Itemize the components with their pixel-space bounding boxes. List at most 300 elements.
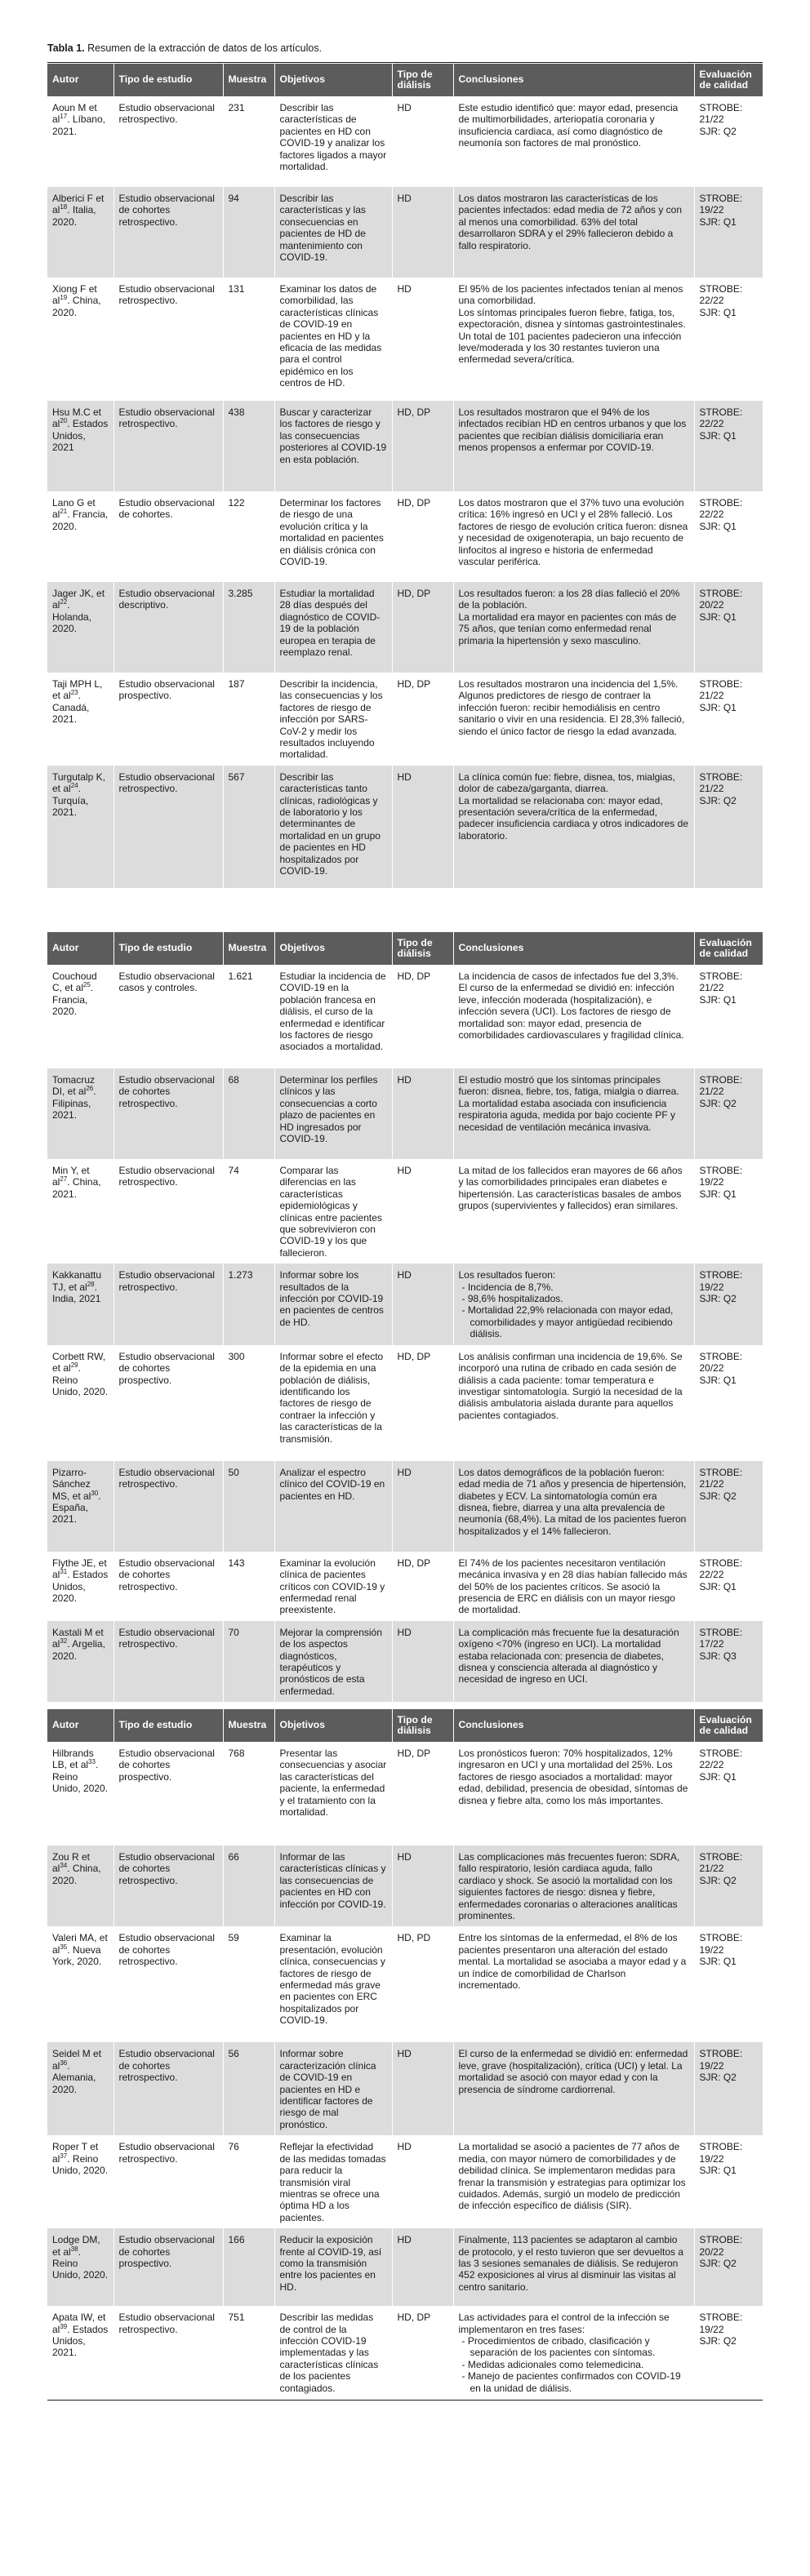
author-ref: 39 [60, 2322, 68, 2330]
cell-author [47, 1461, 113, 1552]
cell-objectives: Estudiar la mortalidad 28 días después del diagnóstico de COVID-19 de la población europea en terapia de reemplazo renal. [274, 582, 392, 673]
cell-author [47, 1926, 113, 2042]
cell-conclusions [453, 1926, 694, 2042]
author-name: Pizarro-Sánchez MS, et al [52, 1466, 91, 1502]
cell-conclusions [453, 1159, 694, 1264]
header-conclusions: Conclusiones [453, 64, 694, 96]
cell-conclusions [453, 278, 694, 401]
table-header [47, 64, 763, 96]
author-ref: 30 [91, 1489, 99, 1497]
cell-study-type: Estudio observacional de cohortes retrospectivo. [113, 1926, 223, 2042]
author-ref: 25 [83, 981, 91, 989]
author-place: . Estados Unidos, 2021 [52, 418, 109, 454]
cell-objectives: Informar sobre caracterización clínica de COVID-19 en pacientes en HD e identificar factores de riesgo de mal pronóstico. [274, 2042, 392, 2135]
author-name: Xiong F et al [52, 283, 97, 307]
cell-conclusions [453, 1552, 694, 1621]
author-ref: 26 [86, 1085, 94, 1093]
cell-dialysis-type: HD [392, 96, 453, 187]
cell-study-type: Estudio observacional de cohortes retrospectivo. [113, 2042, 223, 2135]
conclusion-text: La mitad de los fallecidos eran mayores de 66 años y las comorbilidades principales eran diabetes e hipertensión. Las características basales de ambos grupos (supervivientes y fallecidos) eran similares. [458, 1165, 683, 1212]
author-place: . Reino Unido, 2020. [52, 1759, 109, 1795]
quality-score: STROBE: 21/22 [699, 771, 743, 795]
table-row [47, 1926, 763, 2042]
cell-study-type: Estudio observacional retrospectivo. [113, 2306, 223, 2399]
conclusion-list [459, 2335, 689, 2394]
table-header [47, 932, 763, 965]
author-place: . Reino Unido, 2020. [52, 1362, 109, 1397]
cell-sample: 567 [223, 766, 274, 888]
quality-score: SJR: Q2 [699, 2334, 737, 2347]
cell-conclusions [453, 1345, 694, 1461]
table-row [47, 766, 763, 888]
header-sample: Muestra [223, 64, 274, 96]
cell-study-type: Estudio observacional retrospectivo. [113, 1461, 223, 1552]
cell-sample: 131 [223, 278, 274, 401]
cell-author [47, 1159, 113, 1264]
quality-score: STROBE: 19/22 [699, 1932, 743, 1956]
quality-score: STROBE: 19/22 [699, 2312, 743, 2335]
cell-study-type: Estudio observacional de cohortes retrospectivo. [113, 1845, 223, 1926]
cell-dialysis-type: HD [392, 2042, 453, 2135]
study-table [47, 932, 763, 1702]
header-author: Autor [47, 1709, 113, 1742]
cell-study-type: Estudio observacional de cohortes prospectivo. [113, 1742, 223, 1845]
quality-score: SJR: Q1 [699, 215, 737, 228]
quality-score: SJR: Q2 [699, 125, 737, 137]
cell-objectives: Examinar la evolución clínica de pacientes críticos con COVID-19 y enfermedad renal preexistente. [274, 1552, 392, 1621]
cell-sample: 68 [223, 1068, 274, 1159]
cell-dialysis-type: HD [392, 1159, 453, 1264]
cell-study-type: Estudio observacional de cohortes retrospectivo. [113, 1552, 223, 1621]
cell-quality [694, 2228, 763, 2306]
conclusion-text: Finalmente, 113 pacientes se adaptaron al cambio de protocolo, y el resto tuvieron que ser devueltos a las 3 sesiones semanales de diálisis. Se redujeron 452 exposiciones al virus al disminuir las visitas al centro sanitario. [458, 2234, 683, 2293]
cell-objectives: Estudiar la incidencia de COVID-19 en la población francesa en diálisis, el curso de la enfermedad e identificar los factores de riesgo asociados a mortalidad. [274, 965, 392, 1068]
cell-objectives: Informar sobre el efecto de la epidemia en una población de diálisis, identificando los factores de riesgo de contraer la infección y las características de la transmisión. [274, 1345, 392, 1461]
author-place: . Reino Unido, 2020. [52, 2245, 109, 2281]
conclusion-list-item: - Mortalidad 22,9% relacionada con mayor edad, comorbilidades y mayor antigüedad recibiendo diálisis. [470, 1304, 689, 1339]
quality-score: STROBE: 22/22 [699, 283, 743, 307]
quality-score: SJR: Q2 [699, 1097, 737, 1109]
cell-conclusions [453, 1264, 694, 1344]
author-place: . Alemania, 2020. [52, 2059, 96, 2095]
author-ref: 28 [87, 1280, 95, 1288]
author-place: . España, 2021. [52, 1490, 101, 1526]
cell-objectives: Describir las características de pacientes en HD con COVID-19 y analizar los factores ligados a mayor mortalidad. [274, 96, 392, 187]
quality-score: SJR: Q1 [699, 993, 737, 1006]
cell-quality [694, 187, 763, 278]
caption-text: Resumen de la extracción de datos de los artículos. [84, 42, 323, 54]
quality-score: STROBE: 20/22 [699, 588, 743, 611]
cell-author [47, 965, 113, 1068]
quality-score: STROBE: 19/22 [699, 193, 743, 216]
cell-objectives: Comparar las diferencias en las características epidemiológicas y clínicas entre pacientes que sobrevivieron con COVID-19 y los que fallecieron. [274, 1159, 392, 1264]
cell-dialysis-type: HD [392, 2135, 453, 2228]
author-name: Seidel M et al [52, 2048, 102, 2072]
author-ref: 21 [60, 508, 68, 516]
author-name: Taji MPH L, et al [52, 678, 103, 702]
cell-sample: 231 [223, 96, 274, 187]
cell-quality [694, 1742, 763, 1845]
cell-sample: 751 [223, 2306, 274, 2399]
author-name: Valeri MA, et al [52, 1932, 108, 1956]
author-name: Kakkanattu TJ, et al [52, 1269, 102, 1293]
cell-quality [694, 1845, 763, 1926]
cell-conclusions [453, 1845, 694, 1926]
cell-objectives: Describir las características y las consecuencias en pacientes de HD de mantenimiento con COVID-19. [274, 187, 392, 278]
quality-score: STROBE: 20/22 [699, 2234, 743, 2258]
author-name: Flythe JE, et al [52, 1557, 107, 1581]
author-place: . Líbano, 2021. [52, 113, 105, 137]
conclusion-list-item: - Medidas adicionales como telemedicina. [470, 2359, 689, 2370]
header-dialysis-type: Tipo de diálisis [392, 64, 453, 96]
conclusion-text: El 74% de los pacientes necesitaron ventilación mecánica invasiva y en 28 días habían fallecido más del 50% de los pacientes críticos. Se asoció la presencia de ERC en diálisis con un mayor riesgo de mortalidad. [458, 1557, 688, 1616]
cell-conclusions [453, 2306, 694, 2399]
table-part-3 [47, 1709, 763, 2399]
conclusion-text: Las actividades para el control de la infección se implementaron en tres fases: [458, 2312, 670, 2335]
author-name: Lodge DM, et al [52, 2234, 100, 2258]
conclusion-text: Los datos demográficos de la población fueron: edad media de 71 años y presencia de hipertensión, diabetes y ECV. La sintomatología común era disnea, fiebre, diarrea y una alta prevalencia de neumonía (68,4%). La mitad de los pacientes fueron hospitalizados y el 14% fallecieron. [458, 1466, 687, 1537]
table-row [47, 2135, 763, 2228]
author-name: Kastali M et al [52, 1626, 104, 1650]
cell-quality [694, 1159, 763, 1264]
cell-dialysis-type: HD [392, 187, 453, 278]
cell-quality [694, 582, 763, 673]
cell-study-type: Estudio observacional de cohortes retrospectivo. [113, 187, 223, 278]
conclusion-text: El estudio mostró que los síntomas principales fueron: disnea, fiebre, tos, fatiga, mialgia o diarrea. La mortalidad estaba asociada con insuficiencia respiratoria aguda, medida por bajo cociente PF y necesidad de ventilación mecánica invasiva. [458, 1074, 679, 1133]
cell-author [47, 491, 113, 582]
author-ref: 31 [60, 1568, 68, 1576]
author-place: . Canadá, 2021. [52, 690, 90, 726]
header-row [47, 932, 763, 965]
cell-quality [694, 491, 763, 582]
cell-quality [694, 1461, 763, 1552]
cell-objectives: Describir las medidas de control de la infección COVID-19 implementadas y las características clínicas de los pacientes contagiados. [274, 2306, 392, 2399]
cell-conclusions [453, 1461, 694, 1552]
header-objectives: Objetivos [274, 1709, 392, 1742]
table-row [47, 96, 763, 187]
header-objectives: Objetivos [274, 932, 392, 965]
cell-author [47, 1845, 113, 1926]
cell-study-type: Estudio observacional descriptivo. [113, 582, 223, 673]
cell-study-type: Estudio observacional retrospectivo. [113, 401, 223, 491]
cell-objectives: Describir las características tanto clínicas, radiológicas y de laboratorio y los determinantes de mortalidad en un grupo de pacientes en HD hospitalizados por COVID-19. [274, 766, 392, 888]
cell-conclusions [453, 2228, 694, 2306]
cell-sample: 166 [223, 2228, 274, 2306]
conclusion-text: La incidencia de casos de infectados fue del 3,3%. El curso de la enfermedad se dividió en: infección leve, infección moderada (hospitalización), e infección severa (UCI). Los factores de riesgo de mortalidad son: mayor edad, presencia de comorbilidades cardiovasculares y fragilidad clínica. [458, 970, 684, 1042]
cell-sample: 74 [223, 1159, 274, 1264]
cell-sample: 94 [223, 187, 274, 278]
header-dialysis-type: Tipo de diálisis [392, 932, 453, 965]
cell-quality [694, 766, 763, 888]
conclusion-text: La mortalidad se asoció a pacientes de 77 años de media, con mayor número de comorbilidades y de debilidad clínica. Se implementaron medidas para frenar la transmisión y estrategias para optimizar los cuidados. Además, surgió un modelo de predicción de infección específico de diálisis (SIR). [458, 2141, 686, 2212]
conclusion-list-item: - Incidencia de 8,7%. [470, 1281, 689, 1293]
author-name: Hsu M.C et al [52, 406, 102, 430]
table-row [47, 965, 763, 1068]
cell-quality [694, 401, 763, 491]
cell-sample: 1.621 [223, 965, 274, 1068]
cell-sample: 50 [223, 1461, 274, 1552]
conclusion-text: Los síntomas principales fueron fiebre, fatiga, tos, expectoración, disnea y síntomas gastrointestinales. Un total de 101 pacientes padecieron una infección leve/moderada y los 30 restantes tuvieron una enfermedad severa/crítica. [458, 306, 686, 366]
table-header [47, 1709, 763, 1742]
header-quality: Evaluación de calidad [694, 932, 763, 965]
cell-study-type: Estudio observacional retrospectivo. [113, 278, 223, 401]
table-row [47, 1742, 763, 1845]
caption-rule [47, 62, 763, 63]
cell-quality [694, 1621, 763, 1702]
cell-dialysis-type: HD [392, 1461, 453, 1552]
header-author: Autor [47, 64, 113, 96]
cell-dialysis-type: HD, DP [392, 1742, 453, 1845]
conclusion-list-item: - Manejo de pacientes confirmados con COVID-19 en la unidad de diálisis. [470, 2370, 689, 2394]
author-place: . Reino Unido, 2020. [52, 2152, 109, 2177]
cell-objectives: Reflejar la efectividad de las medidas tomadas para reducir la transmisión viral mientras se ofrece una óptima HD a los pacientes. [274, 2135, 392, 2228]
cell-author [47, 187, 113, 278]
cell-author [47, 2228, 113, 2306]
cell-sample: 3.285 [223, 582, 274, 673]
author-place: . Turquía, 2021. [52, 783, 89, 819]
quality-score: STROBE: 22/22 [699, 497, 743, 521]
author-place: . China, 2020. [52, 295, 101, 318]
cell-conclusions [453, 1621, 694, 1702]
cell-conclusions [453, 491, 694, 582]
conclusion-text: Los pronósticos fueron: 70% hospitalizados, 12% ingresaron en UCI y una mortalidad del 25%. Los factores de riesgo asociados a mortalidad: mayor edad, debilidad, presencia de obesidad, síntomas de disnea y fiebre alta, como los más importantes. [458, 1748, 688, 1806]
cell-dialysis-type: HD, DP [392, 2306, 453, 2399]
header-quality: Evaluación de calidad [694, 64, 763, 96]
table-row [47, 1345, 763, 1461]
conclusion-text: El 95% de los pacientes infectados tenían al menos una comorbilidad. [458, 283, 683, 307]
quality-score: SJR: Q2 [699, 1293, 737, 1305]
cell-conclusions [453, 1068, 694, 1159]
cell-dialysis-type: HD [392, 1264, 453, 1344]
cell-sample: 438 [223, 401, 274, 491]
conclusion-text: La mortalidad se relacionaba con: mayor edad, presentación severa/crítica de la enfermedad, padecer insuficiencia cardiaca y otros indicadores de laboratorio. [458, 794, 688, 842]
table-row [47, 1264, 763, 1344]
table-body [47, 965, 763, 1702]
quality-score: SJR: Q1 [699, 306, 737, 318]
cell-sample: 70 [223, 1621, 274, 1702]
cell-quality [694, 278, 763, 401]
author-place: . Estados Unidos, 2020. [52, 1569, 109, 1604]
quality-score: SJR: Q2 [699, 1490, 737, 1502]
cell-quality [694, 1345, 763, 1461]
quality-score: SJR: Q2 [699, 2257, 737, 2269]
conclusion-text: El curso de la enfermedad se dividió en: enfermedad leve, grave (hospitalización), crítica (UCI) y letal. La mortalidad se asoció con mayor edad y con la presencia de síndrome cardiorrenal. [458, 2048, 688, 2095]
conclusion-text: Los datos mostraron las características de los pacientes infectados: edad media de 72 años y con al menos una comorbilidad. 63% del total desarrollaron SDRA y el 29% fallecieron debido a fallo respiratorio. [458, 193, 683, 251]
author-name: Apata IW, et al [52, 2312, 106, 2335]
cell-quality [694, 1068, 763, 1159]
author-ref: 35 [60, 1943, 68, 1951]
author-ref: 36 [60, 2059, 68, 2067]
conclusion-text: Los análisis confirman una incidencia de 19,6%. Se incorporó una rutina de cribado en cada sesión de diálisis a cada paciente: tomar temperatura e investigar sintomatología. Surgió la necesidad de la diálisis ambulatoria aislada durante para aquellos pacientes contagiados. [458, 1350, 683, 1421]
quality-score: STROBE: 21/22 [699, 1074, 743, 1098]
cell-conclusions [453, 1742, 694, 1845]
cell-sample: 300 [223, 1345, 274, 1461]
cell-dialysis-type: HD [392, 1621, 453, 1702]
cell-dialysis-type: HD, DP [392, 582, 453, 673]
cell-quality [694, 2135, 763, 2228]
conclusion-text: La complicación más frecuente fue la desaturación oxígeno <70% (ingreso en UCI). La mortalidad estaba relacionada con: presencia de diabetes, disnea y consciencia alterada al diagnóstico y necesidad de ingreso en UCI. [458, 1626, 679, 1686]
cell-conclusions [453, 766, 694, 888]
quality-score: SJR: Q1 [699, 611, 737, 623]
table-row [47, 1621, 763, 1702]
cell-dialysis-type: HD, DP [392, 491, 453, 582]
quality-score: SJR: Q1 [699, 1956, 737, 1968]
cell-dialysis-type: HD, DP [392, 401, 453, 491]
cell-objectives: Presentar las consecuencias y asociar las características del paciente, la enfermedad y el tratamiento con la mortalidad. [274, 1742, 392, 1845]
quality-score: STROBE: 21/22 [699, 1851, 743, 1875]
table-row [47, 1068, 763, 1159]
author-place: . Estados Unidos, 2021. [52, 2323, 109, 2359]
cell-conclusions [453, 187, 694, 278]
cell-quality [694, 96, 763, 187]
cell-objectives: Reducir la exposición frente al COVID-19, así como la transmisión entre los pacientes en HD. [274, 2228, 392, 2306]
conclusion-text: Los resultados mostraron una incidencia del 1,5%. Algunos predictores de riesgo de contraer la infección fueron: recibir hemodiálisis en centro sanitario o vivir en una residencia. El 28,3% falleció, siendo el único factor de riesgo la edad avanzada. [458, 678, 685, 737]
author-place: . India, 2021 [52, 1281, 101, 1305]
cell-sample: 56 [223, 2042, 274, 2135]
author-ref: 27 [60, 1175, 68, 1184]
quality-score: STROBE: 21/22 [699, 1466, 743, 1490]
author-name: Min Y, et al [52, 1165, 90, 1188]
author-ref: 24 [70, 782, 78, 790]
cell-dialysis-type: HD [392, 1845, 453, 1926]
cell-author [47, 1621, 113, 1702]
cell-conclusions [453, 2135, 694, 2228]
author-name: Jager JK, et al [52, 588, 105, 611]
author-name: Couchoud C, et al [52, 970, 97, 994]
author-name: Hilbrands LB, et al [52, 1748, 94, 1771]
header-sample: Muestra [223, 1709, 274, 1742]
cell-sample: 76 [223, 2135, 274, 2228]
cell-author [47, 278, 113, 401]
header-study-type: Tipo de estudio [113, 1709, 223, 1742]
author-ref: 32 [60, 1637, 68, 1646]
cell-dialysis-type: HD, DP [392, 965, 453, 1068]
header-study-type: Tipo de estudio [113, 932, 223, 965]
header-dialysis-type: Tipo de diálisis [392, 1709, 453, 1742]
table-part-2 [47, 932, 763, 1702]
conclusion-list-item: - 98,6% hospitalizados. [470, 1293, 689, 1304]
quality-score: STROBE: 22/22 [699, 1748, 743, 1771]
conclusion-text: Las complicaciones más frecuentes fueron: SDRA, fallo respiratorio, lesión cardiaca aguda, fallo cardiaco y shock. Se asoció la mortalidad con los siguientes factores de riesgo: disnea y fiebre, enfermedades coronarias o alteraciones analíticas prominentes. [458, 1851, 680, 1922]
quality-score: STROBE: 22/22 [699, 1557, 743, 1581]
cell-author [47, 766, 113, 888]
cell-author [47, 1742, 113, 1845]
quality-score: SJR: Q1 [699, 520, 737, 532]
quality-score: STROBE: 20/22 [699, 1350, 743, 1375]
cell-study-type: Estudio observacional de cohortes. [113, 491, 223, 582]
header-conclusions: Conclusiones [453, 932, 694, 965]
cell-quality [694, 2042, 763, 2135]
conclusion-text: Los resultados fueron: [458, 1269, 556, 1281]
table-body [47, 96, 763, 888]
quality-score: STROBE: 19/22 [699, 2048, 743, 2072]
cell-author [47, 1345, 113, 1461]
author-place: . Nueva York, 2020. [52, 1943, 102, 1968]
quality-score: SJR: Q1 [699, 1770, 737, 1783]
table-end-rule [47, 2400, 763, 2401]
cell-author [47, 673, 113, 766]
conclusion-text: Entre los síntomas de la enfermedad, el 8% de los pacientes presentaron una alteración del estado mental. La mortalidad se asociaba a mayor edad y a un índice de comorbilidad de Charlson incrementado. [458, 1932, 687, 1992]
cell-study-type: Estudio observacional casos y controles. [113, 965, 223, 1068]
cell-dialysis-type: HD, DP [392, 1345, 453, 1461]
cell-dialysis-type: HD, DP [392, 1552, 453, 1621]
table-row [47, 401, 763, 491]
cell-sample: 187 [223, 673, 274, 766]
table-row [47, 278, 763, 401]
quality-score: SJR: Q3 [699, 1650, 737, 1662]
cell-study-type: Estudio observacional de cohortes prospectivo. [113, 1345, 223, 1461]
cell-sample: 122 [223, 491, 274, 582]
quality-score: SJR: Q1 [699, 1580, 737, 1592]
quality-score: STROBE: 21/22 [699, 678, 743, 702]
author-place: . China, 2020. [52, 1863, 101, 1886]
quality-score: STROBE: 19/22 [699, 1269, 743, 1293]
cell-author [47, 1552, 113, 1621]
cell-study-type: Estudio observacional retrospectivo. [113, 1264, 223, 1344]
cell-sample: 768 [223, 1742, 274, 1845]
author-name: Corbett RW, et al [52, 1350, 106, 1375]
cell-author [47, 2306, 113, 2399]
cell-study-type: Estudio observacional retrospectivo. [113, 2135, 223, 2228]
cell-conclusions [453, 965, 694, 1068]
author-place: . Italia, 2020. [52, 204, 96, 228]
cell-author [47, 2135, 113, 2228]
cell-objectives: Analizar el espectro clínico del COVID-19 en pacientes en HD. [274, 1461, 392, 1552]
author-name: Roper T et al [52, 2141, 99, 2165]
conclusion-text: Este estudio identificó que: mayor edad, presencia de multimorbilidades, arteriopatía coronaria y insuficiencia cardiaca, así como diagnóstico de neumonía son factores de mal pronóstico. [458, 102, 679, 149]
author-place: . Francia, 2020. [52, 509, 109, 532]
cell-quality [694, 965, 763, 1068]
quality-score: SJR: Q1 [699, 1374, 737, 1386]
conclusion-list-item: - Procedimientos de cribado, clasificación y separación de los pacientes con síntomas. [470, 2335, 689, 2359]
cell-conclusions [453, 582, 694, 673]
quality-score: SJR: Q2 [699, 2072, 737, 2084]
cell-conclusions [453, 673, 694, 766]
header-row [47, 1709, 763, 1742]
cell-quality [694, 2306, 763, 2399]
cell-objectives: Determinar los perfiles clínicos y las consecuencias a corto plazo de pacientes en HD ingresados por COVID-19. [274, 1068, 392, 1159]
cell-dialysis-type: HD [392, 278, 453, 401]
table-row [47, 1552, 763, 1621]
quality-score: STROBE: 17/22 [699, 1626, 743, 1650]
conclusion-text: La mortalidad era mayor en pacientes con más de 75 años, que tenían como enfermedad renal primaria la hipertensión y sexo masculino. [458, 611, 677, 646]
conclusion-text: Los resultados fueron: a los 28 días falleció el 20% de la población. [458, 588, 680, 611]
cell-dialysis-type: HD, DP [392, 673, 453, 766]
conclusion-list [459, 1281, 689, 1340]
header-conclusions: Conclusiones [453, 1709, 694, 1742]
quality-score: STROBE: 19/22 [699, 1165, 743, 1188]
cell-study-type: Estudio observacional de cohortes retrospectivo. [113, 1068, 223, 1159]
header-author: Autor [47, 932, 113, 965]
header-study-type: Tipo de estudio [113, 64, 223, 96]
cell-sample: 59 [223, 1926, 274, 2042]
table-row [47, 673, 763, 766]
header-row [47, 64, 763, 96]
quality-score: STROBE: 21/22 [699, 102, 743, 126]
cell-dialysis-type: HD [392, 1068, 453, 1159]
cell-conclusions [453, 2042, 694, 2135]
cell-author [47, 1068, 113, 1159]
cell-sample: 66 [223, 1845, 274, 1926]
quality-score: STROBE: 21/22 [699, 970, 743, 994]
cell-study-type: Estudio observacional retrospectivo. [113, 1621, 223, 1702]
cell-objectives: Examinar la presentación, evolución clínica, consecuencias y factores de riesgo de enfermedad más grave en pacientes con ERC hospitalizados por COVID-19. [274, 1926, 392, 2042]
table-row [47, 1159, 763, 1264]
cell-study-type: Estudio observacional retrospectivo. [113, 96, 223, 187]
conclusion-text: La clínica común fue: fiebre, disnea, tos, mialgias, dolor de cabeza/garganta, diarrea. [458, 771, 675, 795]
author-ref: 23 [70, 689, 78, 697]
author-place: . Francia, 2020. [52, 982, 94, 1018]
